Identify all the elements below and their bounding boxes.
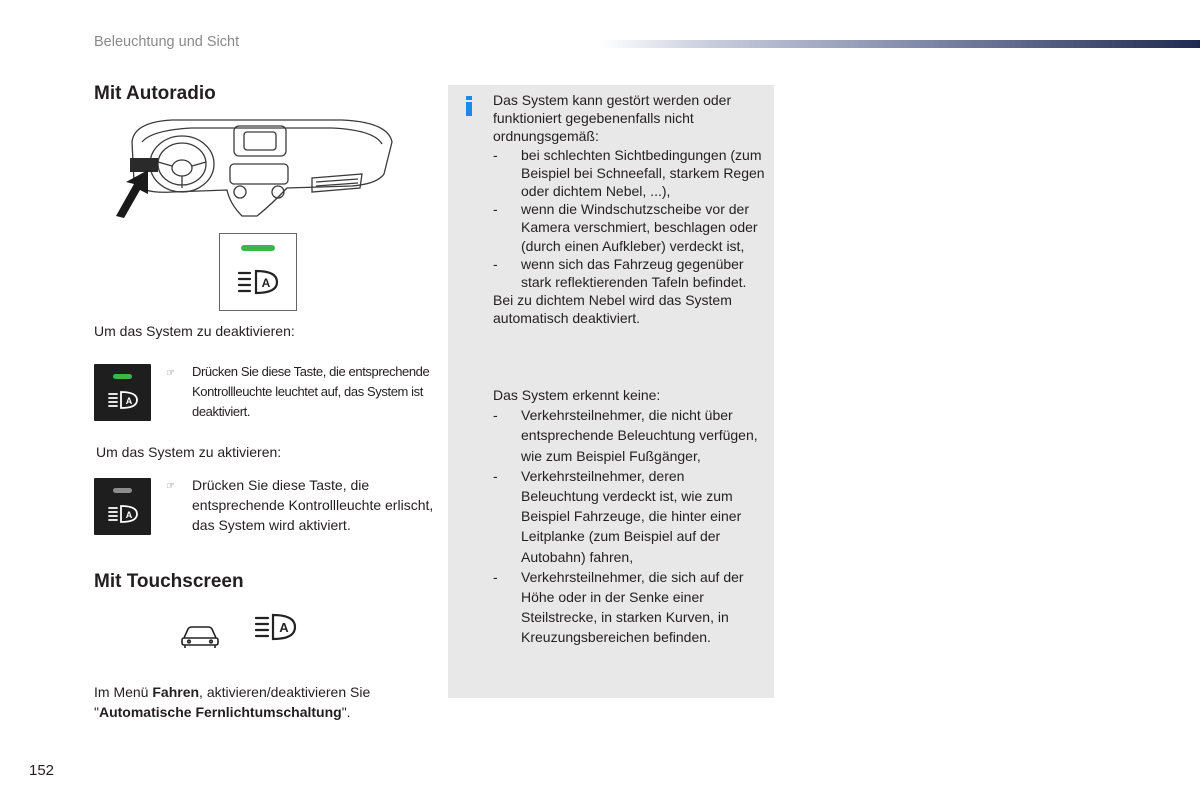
pointing-hand-icon: ☞	[166, 368, 175, 379]
headlamp-button-off	[94, 478, 151, 535]
info-box-content-1	[493, 91, 771, 328]
header-gradient-bar	[600, 40, 1200, 48]
quote-close: ".	[341, 704, 351, 720]
list-item: - Verkehrsteilnehmer, die sich auf der Höhe oder in der Senke einer Steilstrecke, in starken Kurven, in Kreuzungsbereichen befinden.	[493, 567, 765, 648]
pointing-hand-icon: ☞	[166, 481, 175, 492]
activate-instruction: Drücken Sie diese Taste, die entsprechende Kontrollleuchte erlischt, das System wird aktiviert.	[192, 477, 434, 533]
touchscreen-heading: Mit Touchscreen	[94, 571, 244, 592]
auto-high-beam-icon	[107, 389, 139, 411]
button-closeup-illustration	[219, 233, 297, 311]
detection-list	[493, 405, 765, 647]
menu-name: Fahren	[152, 684, 200, 700]
text-prefix: Im Menü	[94, 684, 153, 700]
quote-open: "	[94, 704, 99, 720]
disturbance-list	[493, 146, 771, 292]
fog-note: Bei zu dichtem Nebel wird das System automatisch deaktiviert.	[493, 292, 732, 327]
svg-text:A: A	[125, 510, 133, 520]
function-name: Automatische Fernlichtumschaltung	[98, 704, 342, 720]
info-icon	[465, 96, 473, 116]
disturbance-intro: Das System kann gestört werden oder funktioniert gegebenenfalls nicht ordnungsgemäß:	[493, 92, 732, 145]
list-item: - Verkehrsteilnehmer, die nicht über entsprechende Beleuchtung verfügen, wie zum Beispiel Fußgänger,	[493, 405, 765, 466]
indicator-lamp-off	[113, 488, 132, 493]
deactivate-intro: Um das System zu deaktivieren:	[94, 323, 295, 339]
text-middle: , aktivieren/deaktivieren Sie	[199, 684, 371, 700]
svg-text:A: A	[125, 396, 133, 406]
auto-high-beam-icon	[254, 612, 298, 642]
page-number: 152	[29, 762, 55, 779]
car-icon	[180, 622, 220, 650]
list-item: - wenn sich das Fahrzeug gegenüber stark reflektierenden Tafeln befindet.	[493, 255, 771, 291]
list-item: - Verkehrsteilnehmer, deren Beleuchtung verdeckt ist, wie zum Beispiel Fahrzeuge, die hinter einer Leitplanke (zum Beispiel auf der Autobahn) fahren,	[493, 466, 765, 567]
auto-high-beam-icon	[107, 503, 139, 525]
svg-text:A: A	[279, 620, 289, 635]
svg-text:A: A	[261, 276, 271, 290]
touchscreen-instruction	[94, 682, 424, 722]
section-title: Beleuchtung und Sicht	[94, 34, 240, 50]
deactivate-instruction: Drücken Sie diese Taste, die entsprechende Kontrollleuchte leuchtet auf, das System ist deaktiviert.	[192, 364, 430, 419]
activate-intro: Um das System zu aktivieren:	[96, 444, 282, 460]
detection-intro: Das System erkennt keine:	[493, 387, 661, 403]
indicator-lamp-on	[113, 374, 132, 379]
info-box-content-2	[493, 385, 765, 648]
headlamp-button-on	[94, 364, 151, 421]
list-item: - wenn die Windschutzscheibe vor der Kamera verschmiert, beschlagen oder (durch einen Aufkleber) verdeckt ist,	[493, 200, 771, 255]
autoradio-heading: Mit Autoradio	[94, 83, 216, 104]
dashboard-illustration	[112, 112, 398, 222]
list-item: - bei schlechten Sichtbedingungen (zum Beispiel bei Schneefall, starkem Regen oder dichtem Nebel, ...),	[493, 146, 771, 201]
